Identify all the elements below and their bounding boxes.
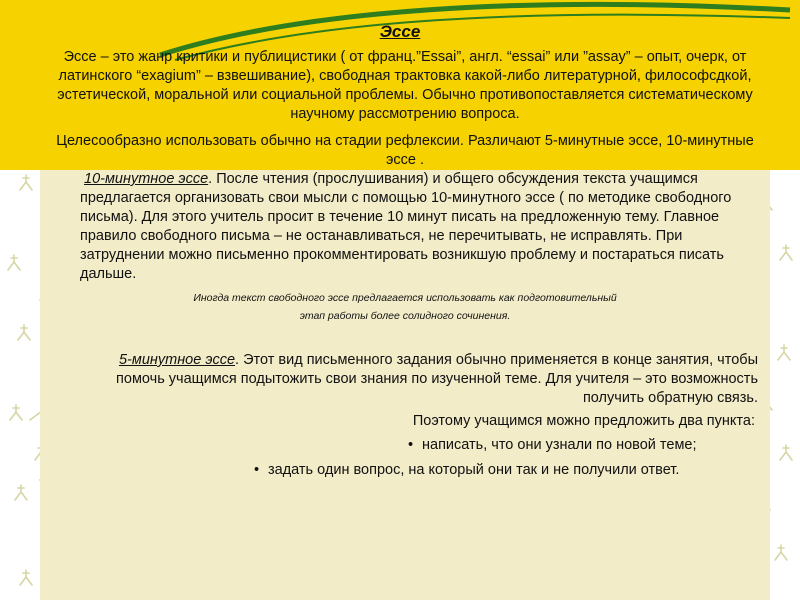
- note-line-2: этап работы более солидного сочинения.: [299, 310, 511, 322]
- list-item: [408, 436, 758, 455]
- ten-minute-text: . После чтения (прослушивания) и общего обсуждения текста учащимся предлагается организовать свои мысли с помощью 10-минутного эссе ( по методике свободного письма). Для этого учитель просит в течение 10 минут писать на предложенную тему. Главное правило свободного письма – не останавливаться, не перечитывать, не исправлять. При затруднении можно письменно прокомментировать возникшую проблему и постараться писать дальше.: [80, 171, 732, 282]
- two-points-intro: Поэтому учащимся можно предложить два пункта:: [412, 413, 755, 429]
- list-item: [254, 461, 764, 480]
- slide-title: Эссе: [379, 22, 421, 41]
- five-minute-paragraph: [80, 351, 758, 408]
- bullet-text-1: написать, что они узнали по новой теме;: [422, 437, 697, 453]
- definition-paragraph: Эссе – это жанр критики и публицистики ( от франц.”Essai”, англ. “essai” или ”assay” – опыт, очерк, от латинского “exagium” – взвешивание), свободная трактовка какой-либо литературной, философсдкой, эстетической, моральной или социальной проблемы. Обычно противопоставляется систематическому научному рассмотрению вопроса.: [57, 49, 753, 122]
- bullet-icon: •: [408, 437, 414, 453]
- ten-minute-paragraph: [80, 170, 760, 284]
- ten-minute-term: 10-минутное эссе: [84, 171, 209, 187]
- note-line-1: Иногда текст свободного эссе предлагается использовать как подготовительный: [193, 292, 617, 304]
- five-minute-text: . Этот вид письменного задания обычно применяется в конце занятия, чтобы помочь учащимся подытожить свои знания по изученной теме. Для учителя – это возможность получить обратную связь.: [116, 352, 758, 406]
- five-minute-term: 5-минутное эссе: [118, 352, 236, 368]
- usage-paragraph: Целесообразно использовать обычно на стадии рефлексии. Различают 5-минутные эссе, 10-минутные эссе .: [56, 133, 754, 168]
- bullet-text-2: задать один вопрос, на который они так и не получили ответ.: [268, 462, 680, 478]
- bullet-icon: •: [254, 462, 260, 478]
